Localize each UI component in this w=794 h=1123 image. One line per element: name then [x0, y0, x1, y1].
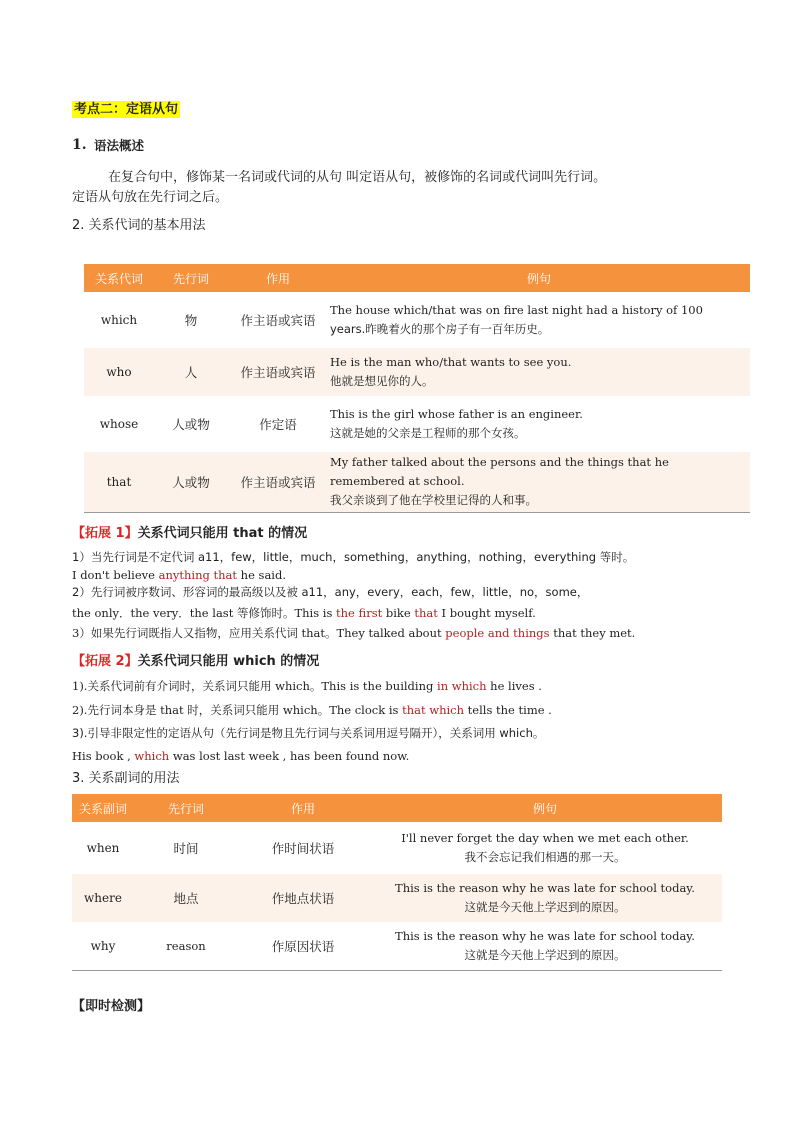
- example-en: This is the reason why he was late for school today.: [395, 881, 695, 895]
- cell-function: 作主语或宾语: [228, 452, 328, 512]
- ext1-line5: [72, 624, 635, 643]
- cell-function: 作主语或宾语: [240, 313, 316, 328]
- cell-example: [368, 874, 722, 922]
- ext2-title: 关系代词只能用 which 的情况: [137, 654, 320, 669]
- ext2-line1: [72, 677, 542, 696]
- example-zh: 这就是今天他上学迟到的原因。: [464, 900, 626, 914]
- text-run: that they met.: [549, 626, 636, 640]
- cell-pronoun: which: [100, 313, 138, 327]
- highlight-run: people and things: [445, 626, 550, 640]
- text-run: bike: [382, 606, 415, 620]
- ext1-tag: 【拓展 1】: [72, 526, 138, 541]
- ext1-line4: [72, 604, 536, 623]
- ext1-line1: 1）当先行词是不定代词 a11，few，little，much，something，anything，nothing，everything 等时。: [72, 550, 635, 564]
- sec1-title: 语法概述: [94, 138, 145, 153]
- ext2-line3: 3).引导非限定性的定语从句（先行词是物且先行词与关系词用逗号隔开），关系词用 which。: [72, 726, 545, 740]
- cell-antecedent: 地点: [134, 874, 238, 922]
- highlight-run: which: [134, 749, 170, 763]
- table-row: [72, 822, 722, 874]
- example-en: My father talked about the persons and the things that he: [330, 455, 669, 470]
- cell-function: 作时间状语: [271, 841, 335, 856]
- text-run: he said.: [237, 568, 287, 582]
- example-zh: 我不会忘记我们相遇的那一天。: [464, 850, 626, 864]
- cell-function: 作原因状语: [238, 922, 368, 970]
- col-header: 例句: [368, 794, 722, 822]
- example-en: This is the girl whose father is an engineer.: [330, 407, 583, 421]
- table-row: [84, 396, 750, 452]
- ext1-heading: [72, 522, 307, 541]
- ext2-heading: [72, 650, 319, 669]
- cell-adverb: where: [72, 874, 134, 922]
- cell-antecedent: 人或物: [172, 417, 210, 432]
- cell-example: [328, 292, 750, 348]
- cell-adverb: when: [86, 841, 120, 855]
- text-run: he lives .: [486, 679, 542, 693]
- text-run: the only．the very．the last 等修饰时。This is: [72, 606, 337, 620]
- example-zh: years.昨晚着火的那个房子有一百年历史。: [330, 322, 550, 336]
- col-header: 关系代词: [84, 264, 154, 292]
- cell-pronoun: that: [84, 452, 154, 512]
- heading-text: 考点二：定语从句: [74, 102, 179, 117]
- cell-antecedent: 物: [184, 313, 198, 328]
- example-en-cont: remembered at school.: [330, 474, 465, 489]
- highlight-run: anything that: [158, 568, 238, 582]
- col-header: 作用: [228, 264, 328, 292]
- example-zh: 我父亲谈到了他在学校里记得的人和事。: [330, 493, 537, 508]
- highlight-run: that: [414, 606, 438, 620]
- ext1-title: 关系代词只能用 that 的情况: [137, 526, 308, 541]
- sec1-body-line2: 定语从句放在先行词之后。: [72, 190, 229, 205]
- cell-antecedent: 人或物: [154, 452, 228, 512]
- cell-function: 作定语: [259, 417, 297, 432]
- example-en: The house which/that was on fire last night had a history of 100: [330, 303, 703, 317]
- cell-function: 作地点状语: [238, 874, 368, 922]
- cell-example: [328, 348, 750, 396]
- text-run: 3）如果先行词既指人又指物，应用关系代词 that。They talked about: [72, 626, 446, 640]
- ext2-tag: 【拓展 2】: [72, 654, 138, 669]
- cell-example: [368, 822, 722, 874]
- ext2-line2: [72, 701, 552, 720]
- table-row: [84, 348, 750, 396]
- text-run: 1).关系代词前有介词时，关系词只能用 which。This is the building: [72, 679, 438, 693]
- example-en: He is the man who/that wants to see you.: [330, 355, 572, 369]
- example-zh: 这就是今天他上学迟到的原因。: [464, 947, 626, 962]
- table-row: [84, 452, 750, 512]
- sec1-body-line1: 在复合句中，修饰某一名词或代词的从句 叫定语从句，被修饰的名词或代词叫先行词。: [108, 170, 607, 185]
- cell-example: [328, 452, 750, 512]
- col-header: 先行词: [134, 794, 238, 822]
- ext2-line4: [72, 747, 409, 766]
- text-run: was lost last week , has been found now.: [169, 749, 410, 763]
- example-zh: 他就是想见你的人。: [330, 374, 434, 388]
- cell-pronoun: whose: [99, 417, 139, 431]
- table-row: [72, 874, 722, 922]
- check-heading: 【即时检测】: [72, 999, 151, 1014]
- text-run: 2).先行词本身是 that 时，关系词只能用 which。The clock is: [72, 703, 403, 717]
- example-en: This is the reason why he was late for school today.: [395, 928, 695, 943]
- table-header-row: [84, 264, 750, 292]
- text-run: I don't believe: [72, 568, 159, 582]
- relative-pronoun-table: [84, 264, 750, 513]
- highlight-run: that which: [402, 703, 465, 717]
- text-run: tells the time .: [464, 703, 552, 717]
- text-run: I bought myself.: [437, 606, 536, 620]
- ext1-line3: 2）先行词被序数词、形容词的最高级以及被 a11，any，every，each，few，little，no，some，: [72, 585, 589, 599]
- sec1-number: 1.: [72, 137, 87, 153]
- cell-example: [368, 922, 722, 970]
- cell-antecedent: reason: [134, 922, 238, 970]
- section-heading: [72, 98, 180, 117]
- col-header: 先行词: [154, 264, 228, 292]
- table-header-row: [72, 794, 722, 822]
- cell-antecedent: 人: [154, 348, 228, 396]
- col-header: 作用: [238, 794, 368, 822]
- example-en: I'll never forget the day when we met each other.: [401, 831, 689, 845]
- table-row: [84, 292, 750, 348]
- cell-adverb: why: [72, 922, 134, 970]
- example-zh: 这就是她的父亲是工程师的那个女孩。: [330, 426, 526, 440]
- table-row: [72, 922, 722, 970]
- highlight-run: in which: [437, 679, 487, 693]
- col-header: 例句: [328, 264, 750, 292]
- highlight-run: the first: [336, 606, 383, 620]
- cell-function: 作主语或宾语: [228, 348, 328, 396]
- relative-adverb-table: [72, 794, 722, 971]
- cell-antecedent: 时间: [173, 841, 199, 856]
- cell-pronoun: who: [84, 348, 154, 396]
- text-run: His book ,: [72, 749, 135, 763]
- sec2-title: 2. 关系代词的基本用法: [72, 218, 206, 233]
- col-header: 关系副词: [72, 794, 134, 822]
- sec3-title: 3. 关系副词的用法: [72, 771, 180, 786]
- cell-example: [328, 396, 750, 452]
